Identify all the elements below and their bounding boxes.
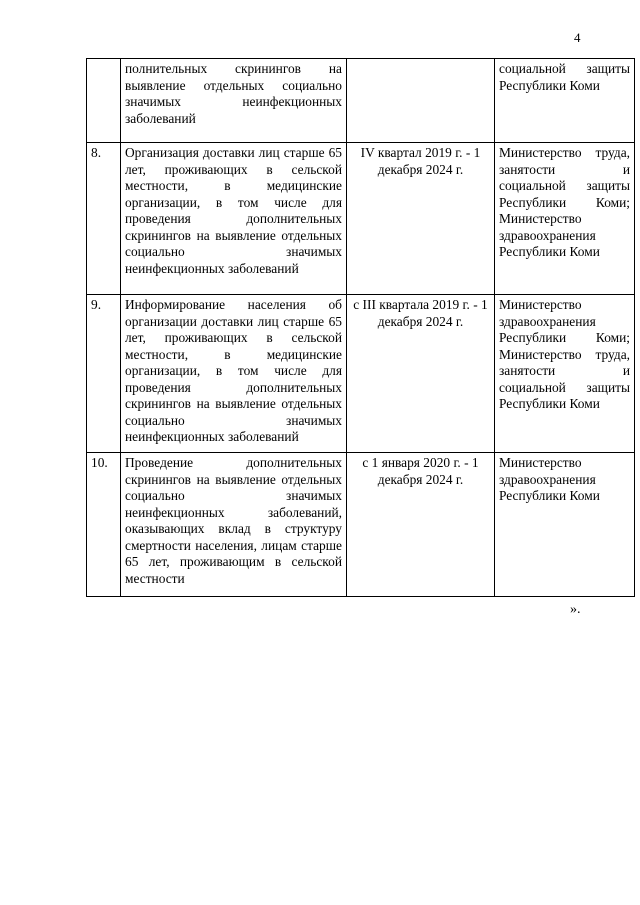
measure-responsible-text: социальной защиты Республики Коми <box>499 61 630 93</box>
measures-table <box>86 58 635 597</box>
page-number: 4 <box>574 30 581 45</box>
measure-responsible-text: Министерство здравоохранения Республики Коми; Министерство труда, занятости и социальной защиты Республики Коми <box>499 297 630 411</box>
measure-term: IV квартал 2019 г. - 1 декабря 2024 г. <box>347 143 495 295</box>
measure-description-text: полнительных скринингов на выявление отдельных социально значимых неинфекционных заболеваний <box>125 61 342 126</box>
row-number: 10. <box>87 453 121 597</box>
measure-term: с 1 января 2020 г. - 1 декабря 2024 г. <box>347 453 495 597</box>
measure-responsible-text: Министерство здравоохранения Республики Коми <box>499 455 600 503</box>
measure-responsible-text: Министерство труда, занятости и социальной защиты Республики Коми; Министерство здравоохранения Республики Коми <box>499 145 630 259</box>
table-row <box>87 143 635 295</box>
table-row <box>87 295 635 453</box>
measure-description <box>121 295 347 453</box>
row-number <box>87 59 121 143</box>
measure-term <box>347 59 495 143</box>
measure-description <box>121 143 347 295</box>
row-number: 9. <box>87 295 121 453</box>
measure-description-text: Информирование населения об организации доставки лиц старше 65 лет, проживающих в сельской местности, в медицинские организации, в том числе для проведения дополнительных скринингов на выявление отдельных социально значимых неинфекционных заболеваний <box>125 297 342 444</box>
measure-responsible <box>495 59 635 143</box>
measure-responsible <box>495 143 635 295</box>
measure-responsible <box>495 453 635 597</box>
table-row <box>87 59 635 143</box>
closing-quote-mark: ». <box>570 602 581 617</box>
measure-responsible <box>495 295 635 453</box>
table-row <box>87 453 635 597</box>
measure-description-text: Проведение дополнительных скринингов на выявление отдельных социально значимых неинфекционных заболеваний, оказывающих вклад в структуру смертности населения, лицам старше 65 лет, проживающим в сельской местности <box>125 455 342 586</box>
measure-description <box>121 453 347 597</box>
row-number: 8. <box>87 143 121 295</box>
measure-description <box>121 59 347 143</box>
measure-description-text: Организация доставки лиц старше 65 лет, проживающих в сельской местности, в медицинские организации, в том числе для проведения дополнительных скринингов на выявление отдельных социально значимых неинфекционных заболеваний <box>125 145 342 276</box>
measure-term: с III квартала 2019 г. - 1 декабря 2024 г. <box>347 295 495 453</box>
